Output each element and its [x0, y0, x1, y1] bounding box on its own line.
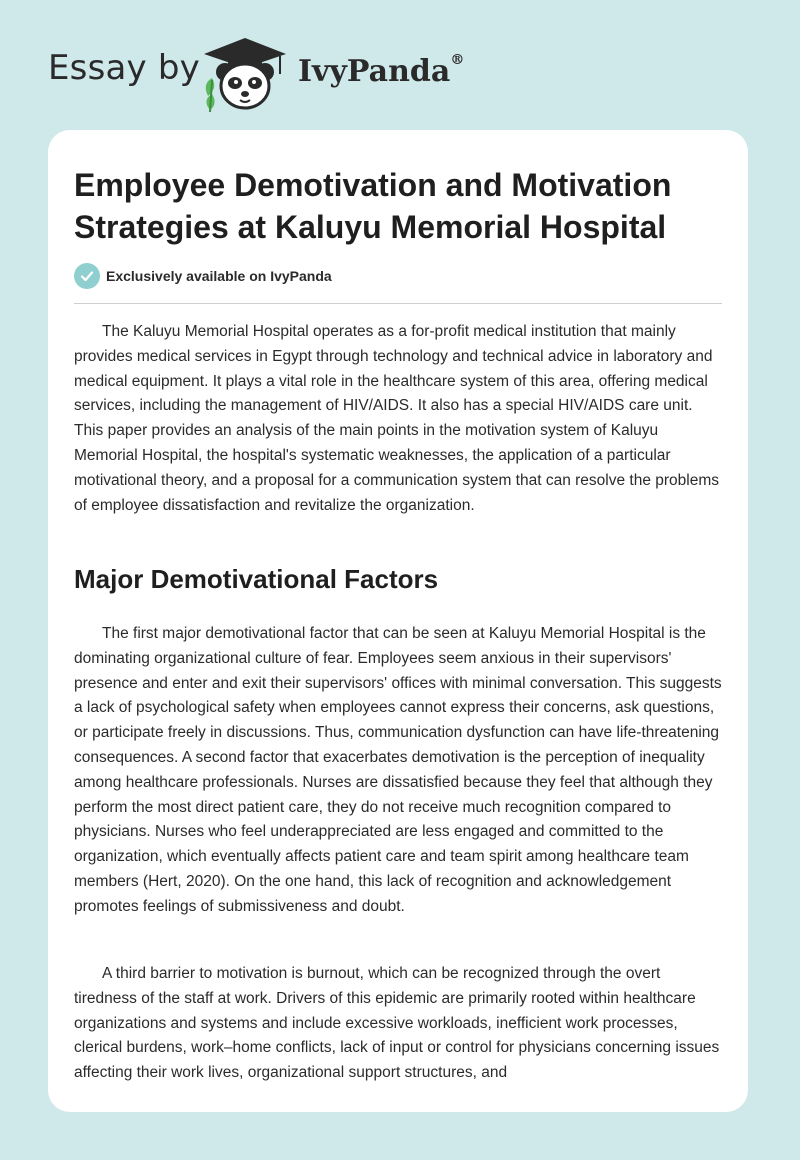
brand-name[interactable]: IvyPanda® — [298, 52, 465, 89]
intro-paragraph: The Kaluyu Memorial Hospital operates as a for-profit medical institution that mainly provides medical services in Egypt through technology and technical advice in laboratory and medical equipment. It plays a vital role in the healthcare system of this area, offering medical services, including the management of HIV/AIDS. It also has a special HIV/AIDS care unit. This paper provides an analysis of the main points in the motivation system of Kaluyu Memorial Hospital, the hospital's systematic weaknesses, the application of a particular motivational theory, and a proposal for a communication system that can resolve the problems of employee dissatisfaction and revitalize the organization. — [74, 323, 720, 514]
body-paragraph-1: The first major demotivational factor that can be seen at Kaluyu Memorial Hospital is the dominating organizational culture of fear. Employees seem anxious in their supervisors' presence and enter and exit their supervisors' offices with minimal conversation. This suggests a lack of psychological safety when employees cannot express their concerns, ask questions, or participate freely in discussions. Thus, communication dysfunction can have life-threatening consequences. A second factor that exacerbates demotivation is the perception of inequality among healthcare professionals. Nurses are dissatisfied because they feel that although they perform the most direct patient care, they do not receive much recognition compared to physicians. Nurses who feel underappreciated are less engaged and committed to the organization, which eventually affects patient care and team spirit among healthcare team members (Hert, 2020). On the one hand, this lack of recognition and acknowledgement promotes feelings of submissiveness and doubt. — [74, 625, 722, 915]
body-paragraph-2: A third barrier to motivation is burnout, which can be recognized through the overt tiredness of the staff at work. Drivers of this epidemic are primarily rooted within healthcare organizations and systems and include excessive workloads, inefficient work processes, clerical burdens, work–home conflicts, lack of input or control for physicians concerning issues affecting their work lives, organizational support structures, and — [74, 965, 720, 1082]
exclusive-badge — [74, 263, 332, 289]
essay-title: Employee Demotivation and Motivation Strategies at Kaluyu Memorial Hospital — [74, 167, 672, 245]
exclusive-badge-label: Exclusively available on IvyPanda — [106, 268, 332, 284]
section-heading: Major Demotivational Factors — [74, 564, 439, 594]
registered-mark: ® — [450, 52, 465, 68]
panda-logo-icon[interactable] — [200, 34, 290, 114]
site-header — [0, 0, 800, 130]
essay-card — [48, 130, 748, 1112]
check-circle-icon — [74, 263, 100, 289]
divider — [74, 303, 722, 304]
essay-by-label: Essay by — [48, 48, 200, 88]
